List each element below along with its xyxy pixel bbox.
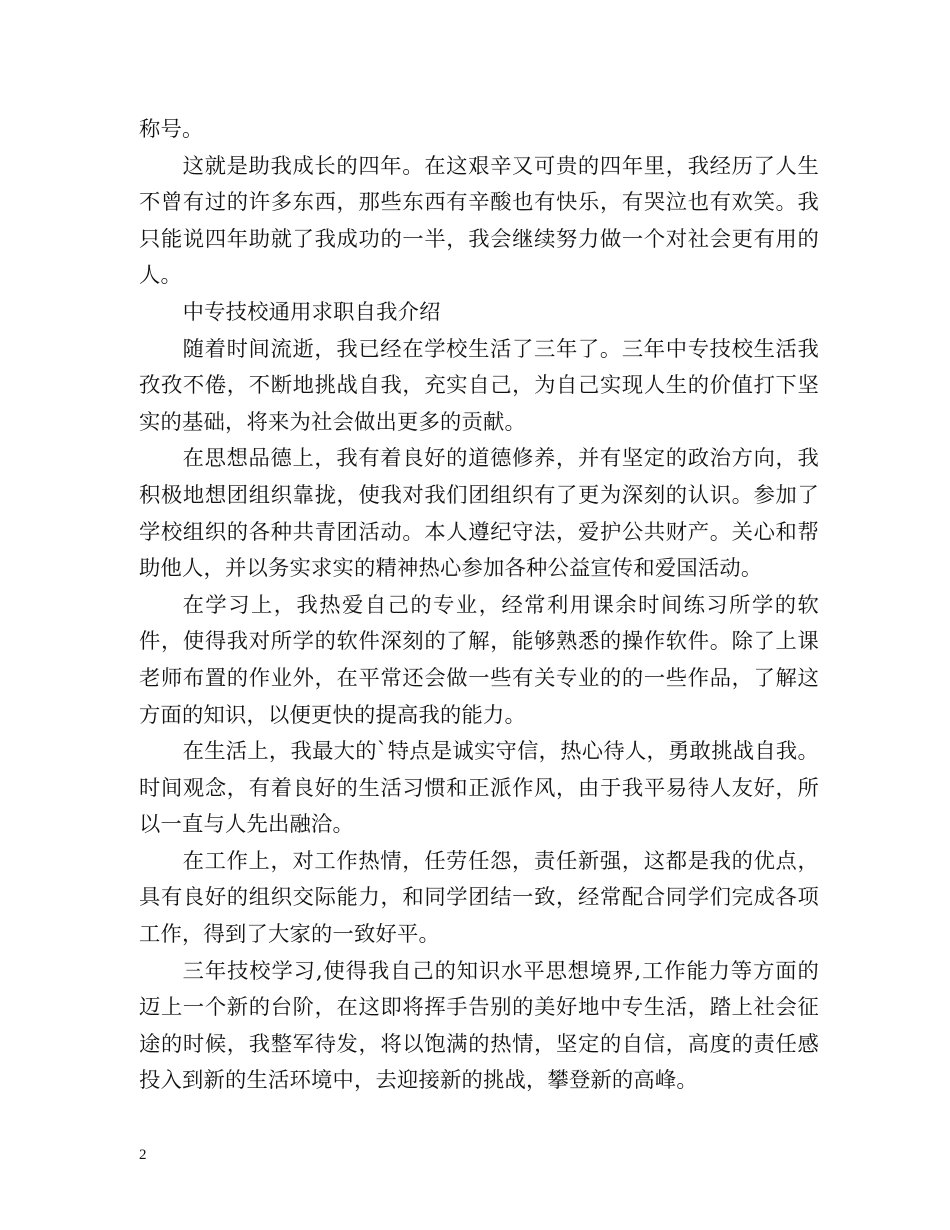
document-body — [139, 112, 819, 1100]
paragraph-four-years: 这就是助我成长的四年。在这艰辛又可贵的四年里，我经历了人生不曾有过的许多东西，那些东西有辛酸也有快乐，有哭泣也有欢笑。我只能说四年助就了我成功的一半，我会继续努力做一个对社会更有用的人。 — [139, 153, 819, 289]
section-heading: 中专技校通用求职自我介绍 — [182, 299, 441, 325]
paragraph-continuation: 称号。 — [139, 117, 204, 142]
paragraph-intro: 随着时间流逝，我已经在学校生活了三年了。三年中专技校生活我孜孜不倦，不断地挑战自我，充实自己，为自己实现人生的价值打下坚实的基础，将来为社会做出更多的贡献。 — [139, 336, 819, 435]
paragraph-study: 在学习上，我热爱自己的专业，经常利用课余时间练习所学的软件，使得我对所学的软件深刻的了解，能够熟悉的操作软件。除了上课老师布置的作业外，在平常还会做一些有关专业的的一些作品，了解这方面的知识，以便更快的提高我的能力。 — [139, 592, 819, 728]
paragraph-moral: 在思想品德上，我有着良好的道德修养，并有坚定的政治方向，我积极地想团组织靠拢，使我对我们团组织有了更为深刻的认识。参加了学校组织的各种共青团活动。本人遵纪守法，爱护公共财产。关心和帮助他人，并以务实求实的精神热心参加各种公益宣传和爱国活动。 — [139, 446, 819, 582]
page-number: 2 — [139, 1147, 147, 1163]
paragraph-conclusion: 三年技校学习,使得我自己的知识水平思想境界,工作能力等方面的迈上一个新的台阶，在这即将挥手告别的美好地中专生活，踏上社会征途的时候，我整军待发，将以饱满的热情，坚定的自信，高度的责任感投入到新的生活环境中，去迎接新的挑战，攀登新的高峰。 — [139, 958, 819, 1094]
paragraph-work: 在工作上，对工作热情，任劳任怨，责任新强，这都是我的优点，具有良好的组织交际能力，和同学团结一致，经常配合同学们完成各项工作，得到了大家的一致好平。 — [139, 848, 819, 948]
paragraph-life: 在生活上，我最大的`特点是诚实守信，热心待人，勇敢挑战自我。时间观念，有着良好的生活习惯和正派作风，由于我平易待人友好，所以一直与人先出融洽。 — [139, 739, 819, 838]
